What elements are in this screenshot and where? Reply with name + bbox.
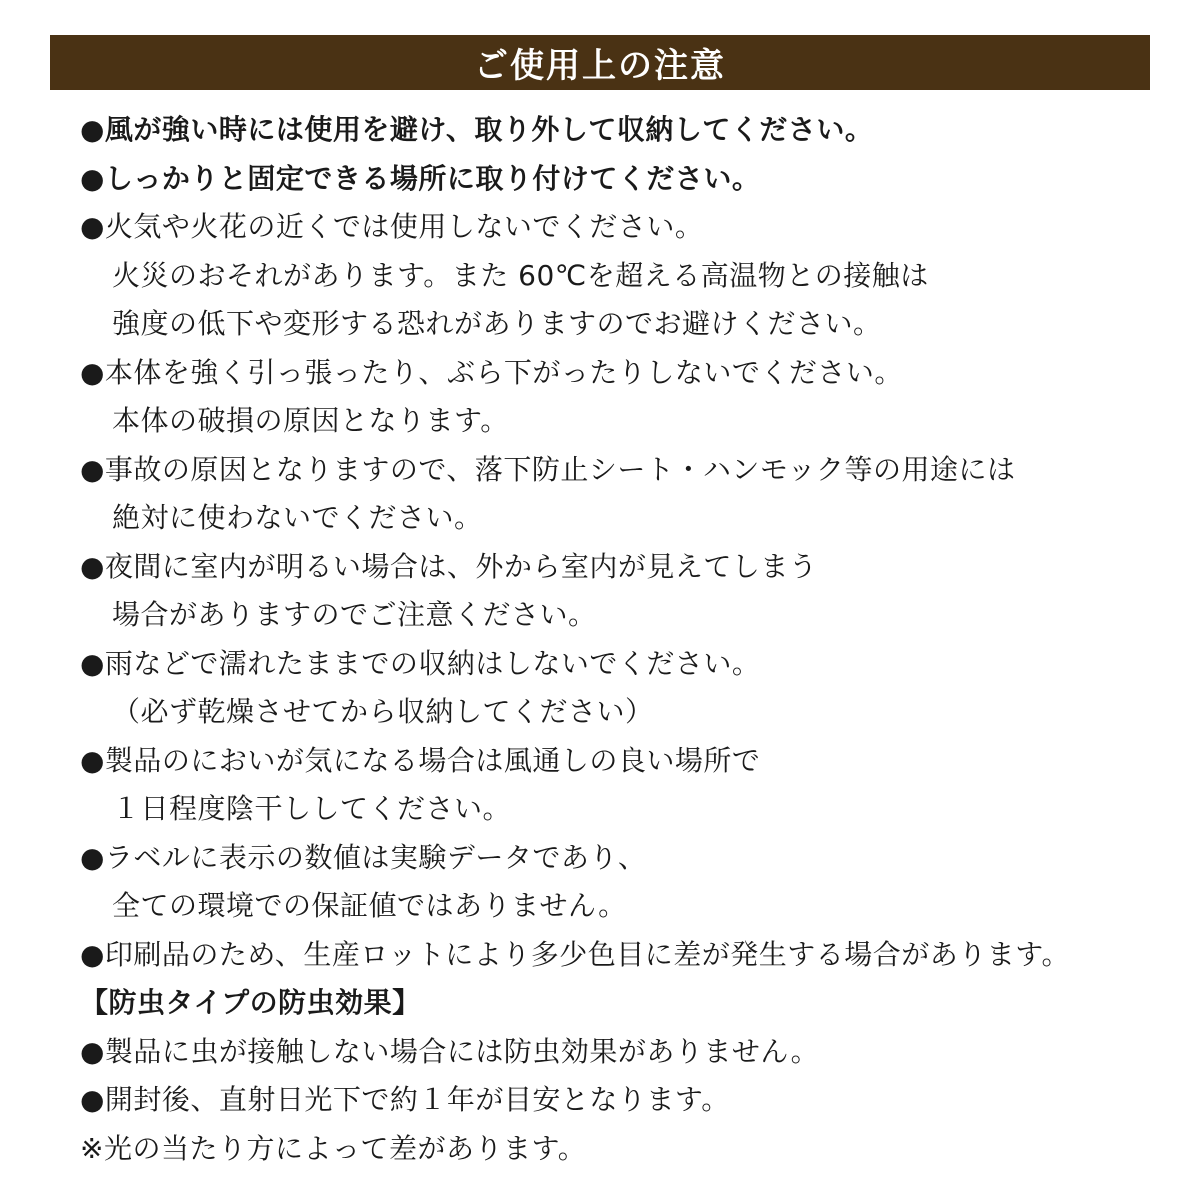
notice-pulling-detail: 本体の破損の原因となります。: [112, 404, 509, 437]
notice-accident: ●事故の原因となりますので、落下防止シート・ハンモック等の用途には: [80, 452, 1016, 486]
page-title: ご使用上の注意: [474, 46, 726, 86]
notice-label-values: ●ラベルに表示の数値は実験データであり、: [80, 840, 647, 874]
notice-visibility-detail: 場合がありますのでご注意ください。: [112, 598, 597, 631]
notice-wet-storage-detail: （必ず乾燥させてから収納してください）: [112, 695, 654, 728]
section-heading-insect: 【防虫タイプの防虫効果】: [80, 986, 421, 1019]
notice-mounting: ●しっかりと固定できる場所に取り付けてください。: [80, 161, 761, 195]
notice-print-color: ●印刷品のため、生産ロットにより多少色目に差が発生する場合があります。: [80, 937, 1071, 971]
notice-insect-note: ※光の当たり方によって差があります。: [80, 1131, 587, 1165]
notice-fire-detail-2: 強度の低下や変形する恐れがありますのでお避けください。: [112, 307, 882, 340]
notice-odor: ●製品のにおいが気になる場合は風通しの良い場所で: [80, 743, 761, 777]
notice-label-values-detail: 全ての環境での保証値ではありません。: [112, 889, 627, 922]
notice-accident-detail: 絶対に使わないでください。: [112, 501, 483, 534]
notice-visibility: ●夜間に室内が明るい場合は、外から室内が見えてしまう: [80, 549, 818, 583]
notice-fire: ●火気や火花の近くでは使用しないでください。: [80, 210, 704, 243]
notice-wet-storage: ●雨などで濡れたままでの収納はしないでください。: [80, 646, 761, 680]
notice-list: [80, 106, 1180, 1173]
notice-odor-detail: １日程度陰干ししてください。: [112, 792, 512, 825]
notice-fire-detail-1: 火災のおそれがあります。また 60℃を超える高温物との接触は: [112, 258, 929, 292]
notice-pulling: ●本体を強く引っ張ったり、ぶら下がったりしないでください。: [80, 355, 903, 389]
notice-insect-duration: ●開封後、直射日光下で約１年が目安となります。: [80, 1083, 730, 1116]
notice-insect-contact: ●製品に虫が接触しない場合には防虫効果がありません。: [80, 1034, 820, 1068]
notice-wind: ●風が強い時には使用を避け、取り外して収納してください。: [80, 113, 874, 146]
header-bar: [50, 35, 1150, 90]
